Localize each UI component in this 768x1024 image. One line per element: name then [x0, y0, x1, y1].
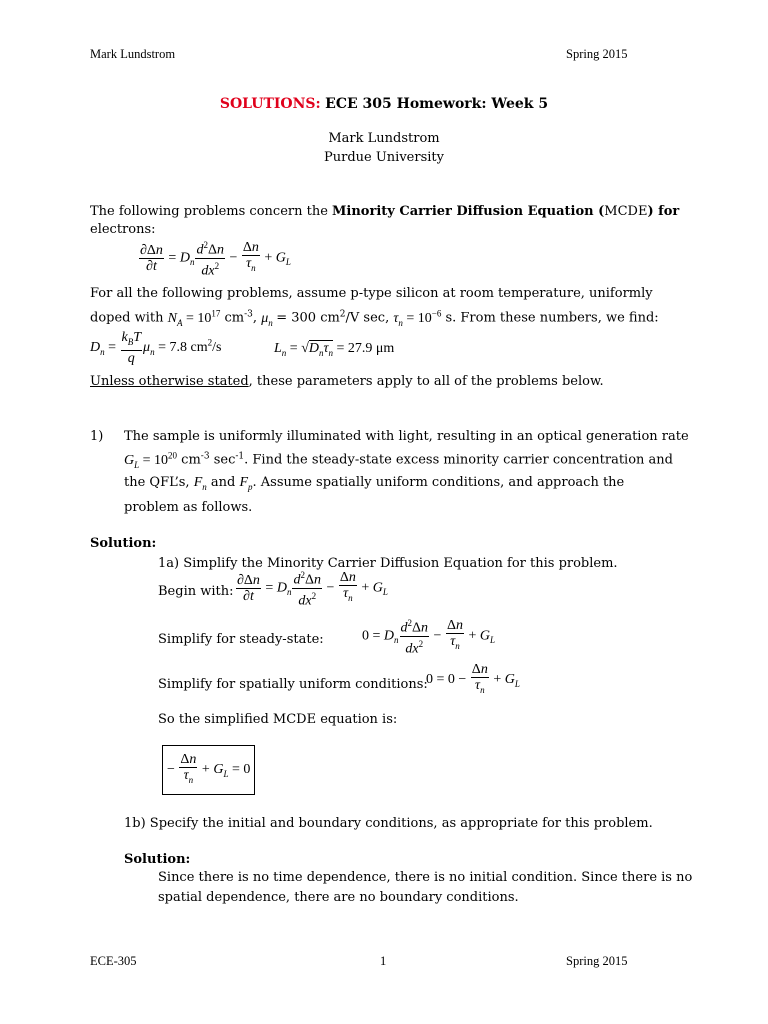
problem-line-2: $G_L = 10^{20}$ $cm^{-3}$ $\sec^{-1}$. Find the steady-state excess minority carrier concentration and: [124, 450, 673, 470]
page-title: [0, 96, 768, 112]
title-text: ECE 305 Homework: Week 5: [325, 96, 549, 112]
begin-with-label: Begin with:: [158, 584, 234, 599]
mcde-bold: Minority Carrier Diffusion Equation: [332, 204, 594, 219]
simplified-equation-box: − $\frac{\Delta n}{\tau_n}$ + $G_L = 0$: [162, 745, 255, 795]
mobility-unit: /V sec,: [345, 310, 394, 326]
simplified-label: So the simplified MCDE equation is:: [158, 712, 398, 727]
intro-text: , these parameters apply to all of the problems below.: [248, 374, 604, 389]
problem-text: . Find the steady-state excess minority carrier concentration and: [244, 452, 673, 468]
byline-affiliation: Purdue University: [324, 150, 444, 165]
part-1a-label: 1a) Simplify the Minority Carrier Diffusion Equation for this problem.: [158, 556, 618, 571]
problem-text: . Assume spatially uniform conditions, and approach the: [252, 475, 625, 490]
answer-line-2: spatial dependence, there are no boundary conditions.: [158, 890, 519, 905]
unit-cm: cm: [177, 452, 201, 468]
ln-equation: $L_n = √D_n\tau_n = 27.9$ μm: [274, 341, 395, 358]
solution-heading: [90, 536, 156, 551]
comma: ,: [252, 310, 262, 326]
answer-line-1: Since there is no time dependence, there is no initial condition. Since there is no: [158, 870, 693, 885]
intro-text: The following problems concern the: [90, 204, 333, 219]
begin-equation: $\frac{\partial\Delta n}{\partial t}$ = $D_n$ $\frac{d^2\Delta n}{dx^2}$ − $\frac{\Delta n}{\tau_n}$ + $G_L$: [237, 570, 388, 609]
unit-cm: cm: [220, 310, 245, 326]
solution-heading-2: [124, 852, 190, 867]
footer-course: ECE-305: [90, 954, 137, 968]
dn-unit: /s: [212, 340, 222, 356]
intro-text: doped with: [90, 310, 168, 326]
problem-number: 1): [90, 429, 104, 444]
ln-value: = 27.9 μm: [336, 341, 395, 356]
steady-state-label: Simplify for steady-state:: [158, 632, 324, 647]
problem-line-3: the QFL’s, $F_n$ and $F_p$. Assume spatially uniform conditions, and approach the: [124, 475, 625, 492]
paren: (: [593, 204, 605, 219]
solutions-label: SOLUTIONS:: [219, 96, 321, 112]
steady-equation: $0 = D_n$ $\frac{d^2\Delta n}{dx^2}$ − $\frac{\Delta n}{\tau_n}$ + $G_L$: [362, 618, 496, 657]
uniform-label: Simplify for spatially uniform conditions:: [158, 677, 428, 692]
unit-sec: sec: [209, 452, 236, 468]
solution-label: Solution:: [90, 536, 157, 551]
intro-line-3: For all the following problems, assume p-type silicon at room temperature, uniformly: [90, 286, 653, 301]
part-1b-label: 1b) Specify the initial and boundary conditions, as appropriate for this problem.: [124, 816, 653, 831]
page-number: 1: [380, 954, 387, 968]
problem-line-4: problem as follows.: [124, 500, 253, 515]
dn-value: = 7.8 cm: [158, 340, 208, 356]
mobility-value: = 300 cm: [276, 310, 340, 326]
dn-equation: $D_n$ = $\frac{k_BT}{q}$ $\mu_n = 7.8$ $cm^2/s$: [90, 330, 222, 366]
header-term: Spring 2015: [566, 47, 628, 61]
unless-stated: Unless otherwise stated: [90, 374, 249, 389]
problem-text: the QFL’s,: [124, 475, 194, 490]
footer-term: Spring 2015: [566, 954, 628, 968]
mcde-abbrev: MCDE: [604, 204, 648, 219]
problem-line-1: The sample is uniformly illuminated with light, resulting in an optical generation rate: [124, 429, 689, 444]
uniform-equation: 0 = 0 − $\frac{\Delta n}{\tau_n}$ + $G_L$: [426, 662, 520, 695]
intro-text-end: ) for: [647, 204, 680, 219]
intro-line-6: [90, 374, 604, 389]
solution-label: Solution:: [124, 852, 191, 867]
and: and: [206, 475, 240, 490]
intro-line-2: electrons:: [90, 222, 156, 237]
byline-name: Mark Lundstrom: [328, 131, 440, 146]
intro-line-4: doped with $N_A = 10^{17}$ $cm^{-3}$, $\mu_n = 300$ $cm^2/V$ sec, $\tau_n = 10^{-6}$ s. From these numbers, we find:: [90, 308, 659, 328]
mcde-equation: $\frac{\partial\Delta n}{\partial t}$ = $D_n$ $\frac{d^2\Delta n}{dx^2}$ − $\frac{\Delta n}{\tau_n}$ + $G_L$: [140, 240, 291, 279]
intro-text-end: s. From these numbers, we find:: [441, 310, 659, 326]
intro-line-1: [90, 204, 679, 219]
header-author: Mark Lundstrom: [90, 47, 176, 61]
